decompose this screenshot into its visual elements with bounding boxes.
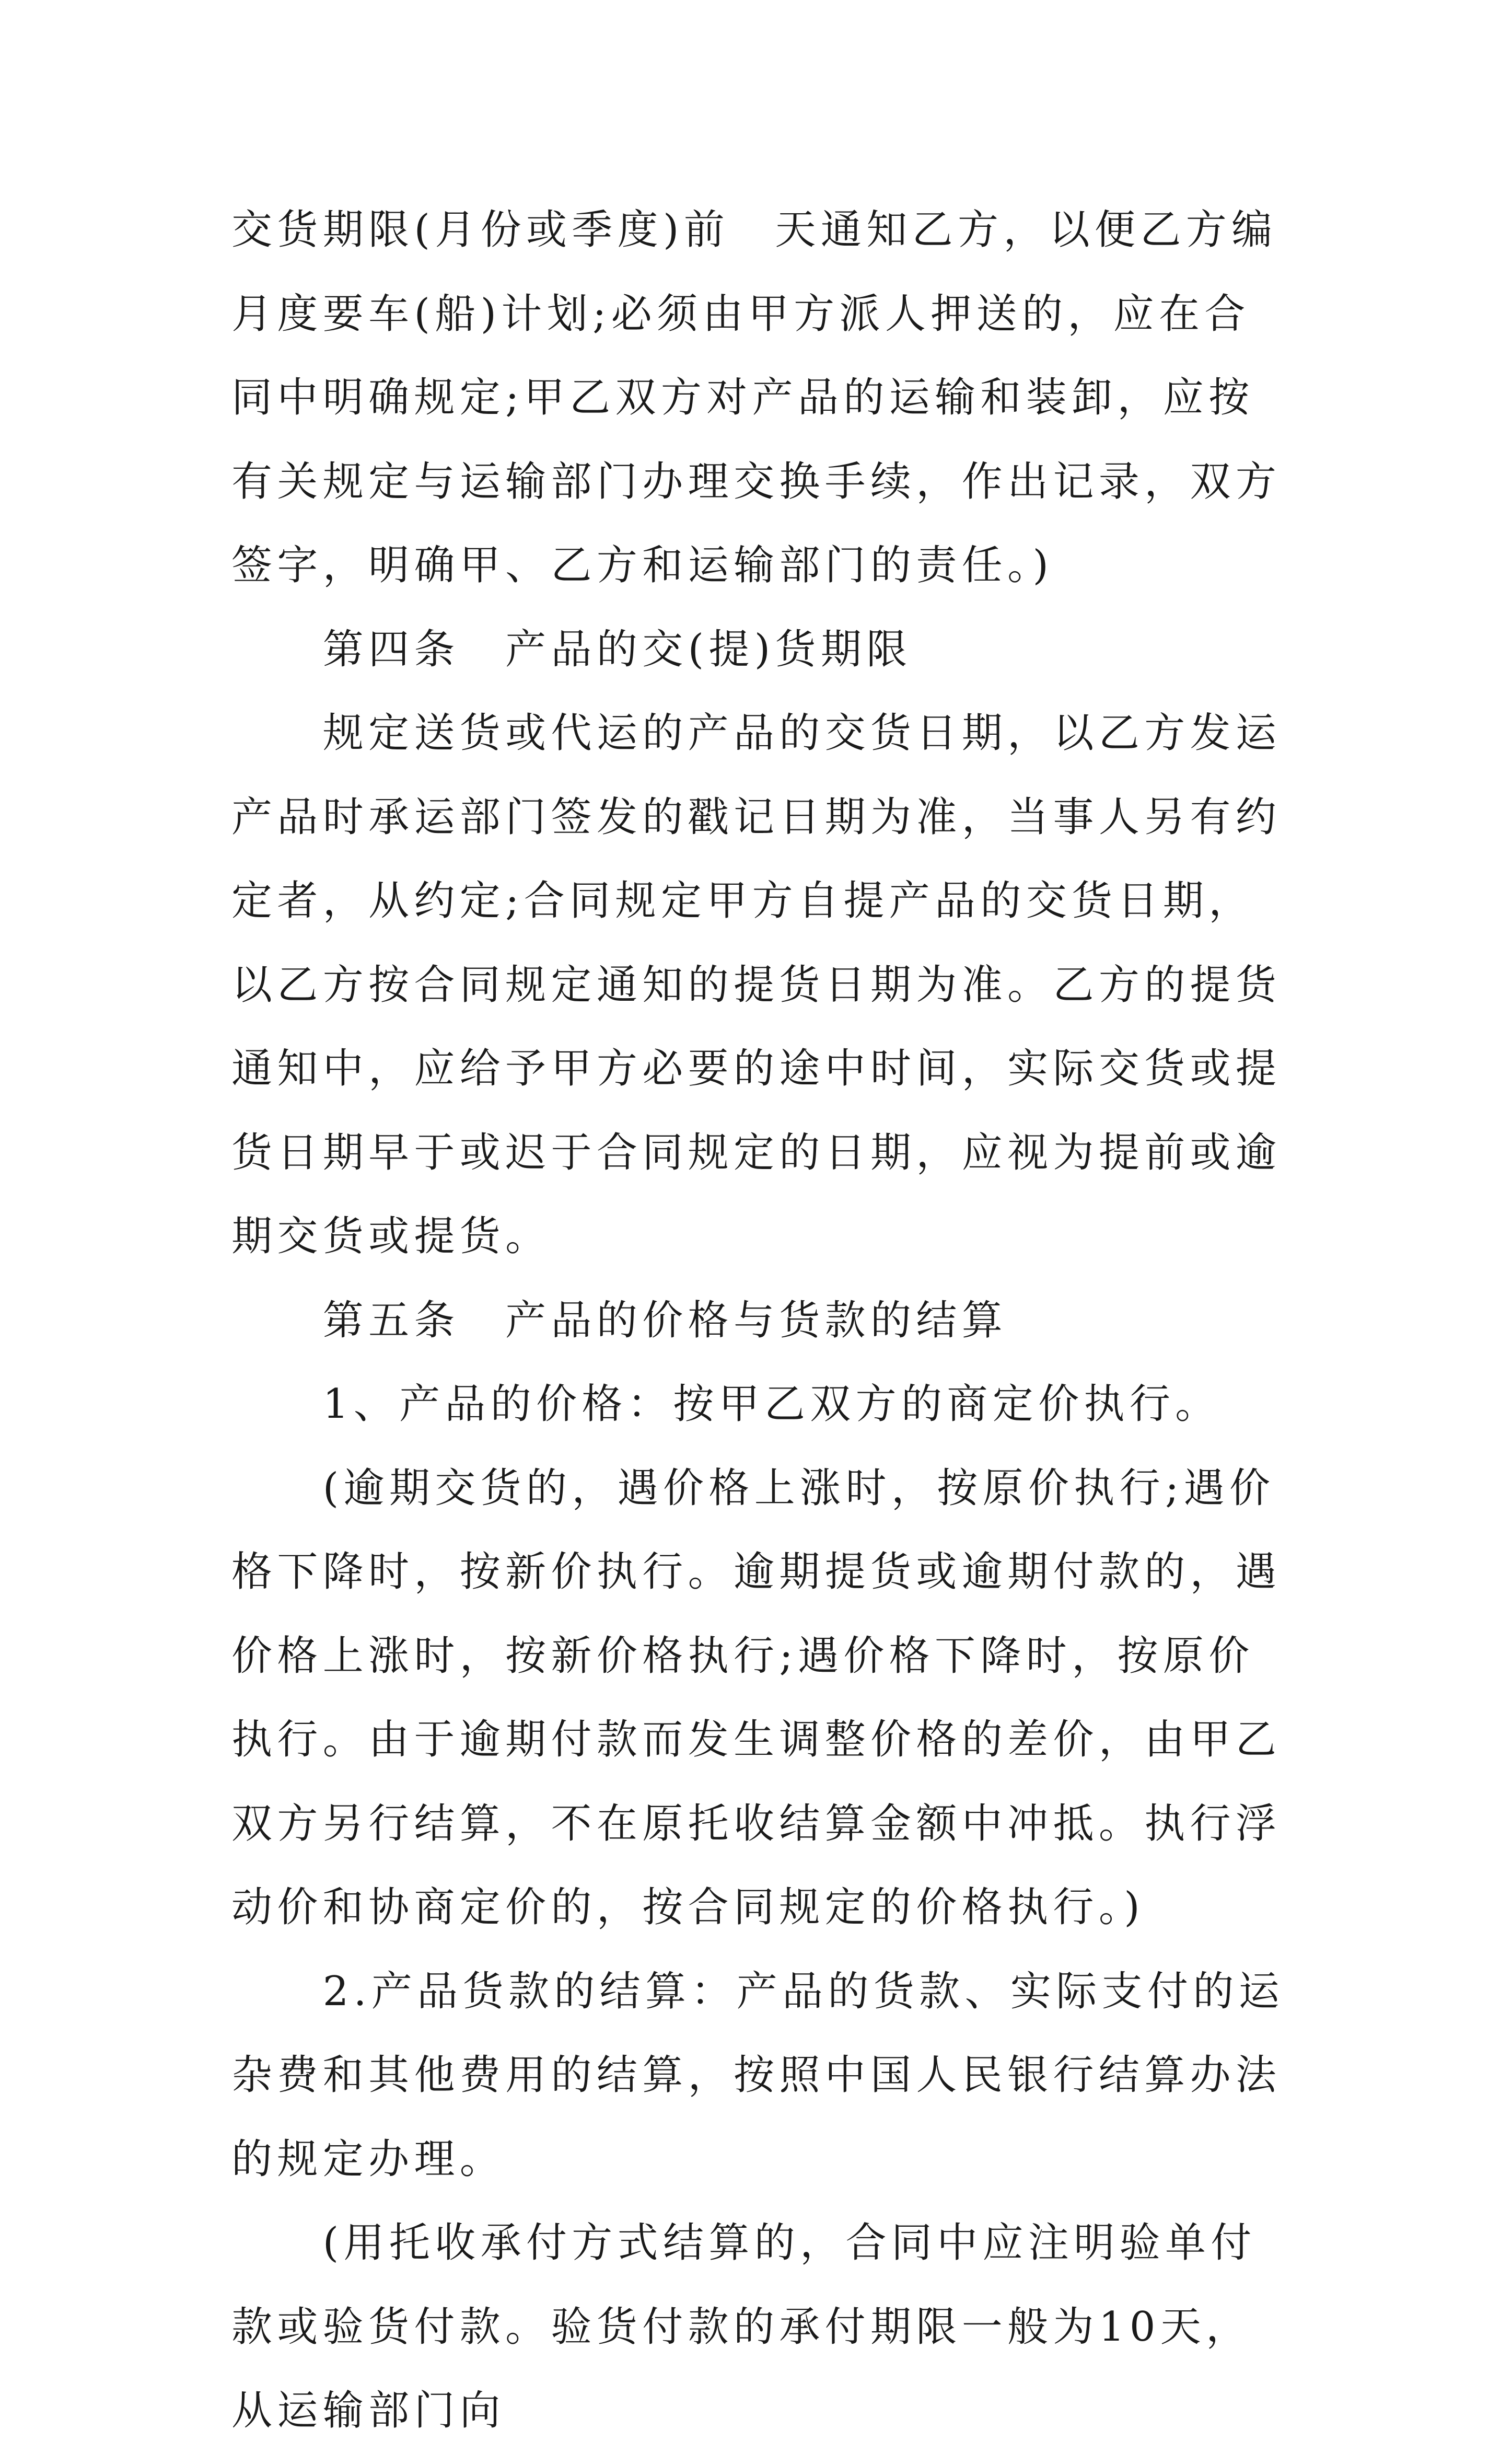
article-5-heading: 第五条 产品的价格与货款的结算 [322,1297,1008,1344]
paragraph-price: 1、产品的价格：按甲乙双方的商定价执行。 [322,1381,1221,1428]
article-4-heading: 第四条 产品的交(提)货期限 [322,626,912,673]
paragraph-settlement: 2.产品货款的结算：产品的货款、实际支付的运杂费和其他费用的结算，按照中国人民银行结算办法的规定办理。 [231,1968,1285,2183]
paragraph-price-note: (逾期交货的，遇价格上涨时，按原价执行;遇价格下降时，按新价执行。逾期提货或逾期付款的，遇价格上涨时，按新价格执行;遇价格下降时，按原价执行。由于逾期付款而发生调整价格的差价，由甲乙双方另行结算，不在原托收结算金额中冲抵。执行浮动价和协商定价的，按合同规定的价格执行。) [231,1464,1282,1931]
paragraph-settlement-note: (用托收承付方式结算的，合同中应注明验单付款或验货付款。验货付款的承付期限一般为10天，从运输部门向 [231,2219,1257,2434]
paragraph-transport-continued: 交货期限(月份或季度)前 天通知乙方，以便乙方编月度要车(船)计划;必须由甲方派人押送的，应在合同中明确规定;甲乙双方对产品的运输和装卸，应按有关规定与运输部门办理交换手续，作出记录，双方签字，明确甲、乙方和运输部门的责任。) [231,206,1282,589]
paragraph-delivery-date: 规定送货或代运的产品的交货日期，以乙方发运产品时承运部门签发的戳记日期为准，当事人另有约定者，从约定;合同规定甲方自提产品的交货日期，以乙方按合同规定通知的提货日期为准。乙方的提货通知中，应给予甲方必要的途中时间，实际交货或提货日期早于或迟于合同规定的日期，应视为提前或逾期交货或提货。 [231,710,1282,1260]
document-body [231,188,1292,2453]
